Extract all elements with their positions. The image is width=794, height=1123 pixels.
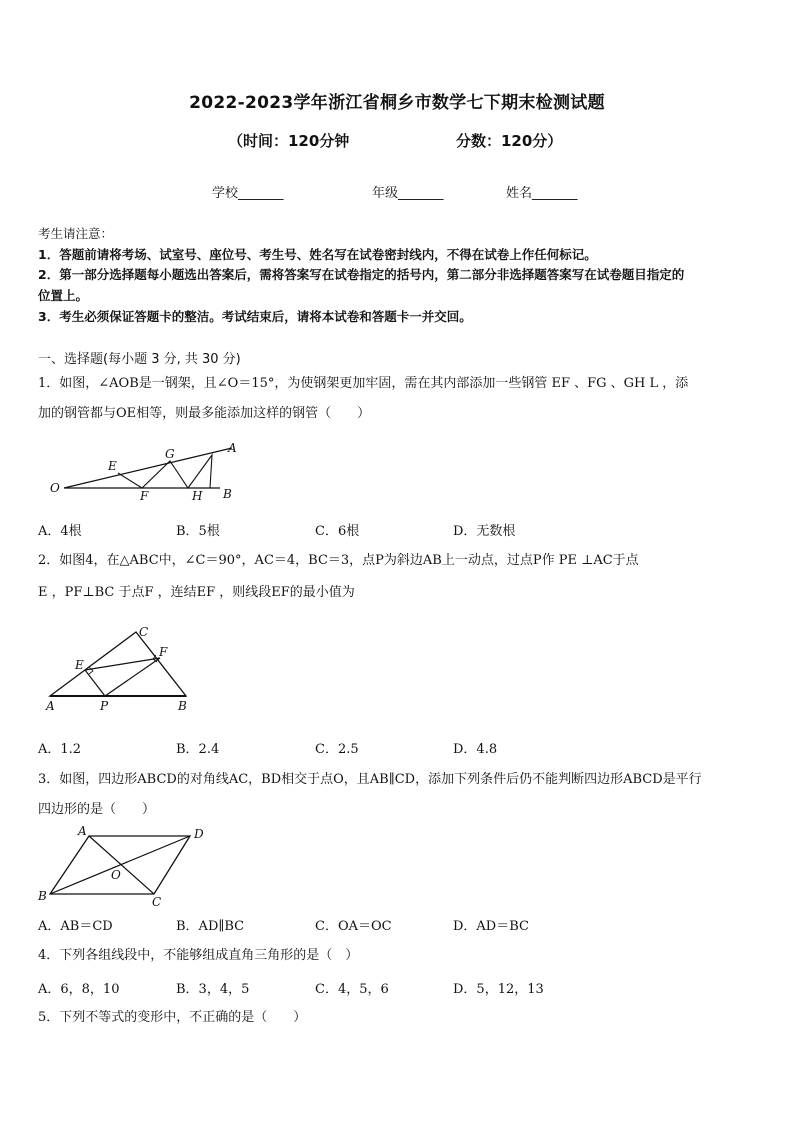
fig2-label-e: E [75, 658, 84, 672]
q1-option-b[interactable]: B．5根 [176, 524, 220, 539]
q3-option-d[interactable]: D．AD＝BC [453, 919, 529, 934]
q4-option-d[interactable]: D．5，12，13 [453, 982, 544, 997]
question-4: 4．下列各组线段中，不能够组成直角三角形的是（ ） [38, 948, 359, 963]
q2-option-d[interactable]: D．4.8 [453, 742, 498, 757]
q3-option-a[interactable]: A．AB＝CD [38, 919, 113, 934]
q1-option-d[interactable]: D．无数根 [453, 524, 516, 539]
fig1-label-h: H [192, 489, 203, 503]
notice-item: 3．考生必须保证答题卡的整洁。考试结束后，请将本试卷和答题卡一并交回。 [38, 309, 472, 324]
notice-item: 1．答题前请将考场、试室号、座位号、考生号、姓名写在试卷密封线内，不得在试卷上作任何标记。 [38, 247, 597, 262]
question-2-line1: 2．如图4，在△ABC中，∠C＝90°，AC＝4，BC＝3，点P为斜边AB上一动点，过点P作 PE ⊥AC于点 [38, 553, 639, 568]
question-5: 5．下列不等式的变形中，不正确的是（ ） [38, 1010, 307, 1025]
exam-score: 分数：120分） [456, 132, 563, 150]
q4-option-a[interactable]: A．6，8，10 [38, 982, 120, 997]
q1-option-c[interactable]: C．6根 [315, 524, 360, 539]
fig1-label-b: B [223, 487, 232, 501]
school-field[interactable]: 学校_______ [212, 186, 284, 201]
fig1-label-g: G [165, 447, 175, 461]
fig2-label-p: P [100, 699, 109, 713]
fig3-label-o: O [111, 868, 121, 882]
fig2-label-a: A [46, 699, 55, 713]
exam-time: （时间：120分钟 [228, 132, 350, 150]
fig2-label-f: F [159, 645, 168, 659]
q3-option-c[interactable]: C．OA＝OC [315, 919, 392, 934]
section-heading: 一、选择题(每小题 3 分, 共 30 分) [38, 352, 241, 367]
q4-option-b[interactable]: B．3，4，5 [176, 982, 250, 997]
fig1-label-a: A [228, 441, 237, 455]
q2-option-b[interactable]: B．2.4 [176, 742, 220, 757]
question-1-line1: 1．如图，∠AOB是一钢架，且∠O＝15°，为使钢架更加牢固，需在其内部添加一些钢管 EF 、FG 、GH L ，添 [38, 376, 689, 391]
fig1-label-f: F [140, 489, 149, 503]
q2-option-c[interactable]: C．2.5 [315, 742, 359, 757]
notice-heading: 考生请注意： [38, 226, 114, 241]
question-3-line1: 3．如图，四边形ABCD的对角线AC，BD相交于点O，且AB∥CD，添加下列条件后仍不能判断四边形ABCD是平行 [38, 772, 702, 787]
figure-q2-triangle [40, 622, 200, 714]
figure-q3-parallelogram [34, 822, 214, 908]
fig3-label-a: A [78, 824, 87, 838]
q2-option-a[interactable]: A．1.2 [38, 742, 82, 757]
question-3-line2: 四边形的是（ ） [38, 802, 156, 817]
fig3-label-c: C [152, 895, 162, 908]
fig3-label-d: D [194, 827, 204, 841]
fig2-label-b: B [178, 699, 187, 713]
fig3-label-b: B [38, 889, 47, 903]
fig1-label-e: E [108, 459, 117, 473]
figure-q1-steel-frame [40, 436, 250, 506]
page-title: 2022-2023学年浙江省桐乡市数学七下期末检测试题 [189, 93, 605, 113]
notice-item: 位置上。 [38, 288, 89, 303]
fig2-label-c: C [139, 625, 149, 639]
question-2-line2: E ，PF⊥BC 于点F ，连结EF ，则线段EF的最小值为 [38, 585, 355, 600]
fig1-label-o: O [50, 481, 60, 495]
grade-field[interactable]: 年级_______ [372, 186, 444, 201]
notice-item: 2．第一部分选择题每小题选出答案后，需将答案写在试卷指定的括号内，第二部分非选择题答案写在试卷题目指定的 [38, 267, 685, 282]
q3-option-b[interactable]: B．AD∥BC [176, 919, 245, 934]
q1-option-a[interactable]: A．4根 [38, 524, 82, 539]
q4-option-c[interactable]: C．4，5，6 [315, 982, 389, 997]
question-1-line2: 加的钢管都与OE相等，则最多能添加这样的钢管（ ） [38, 406, 371, 421]
name-field[interactable]: 姓名_______ [506, 186, 578, 201]
